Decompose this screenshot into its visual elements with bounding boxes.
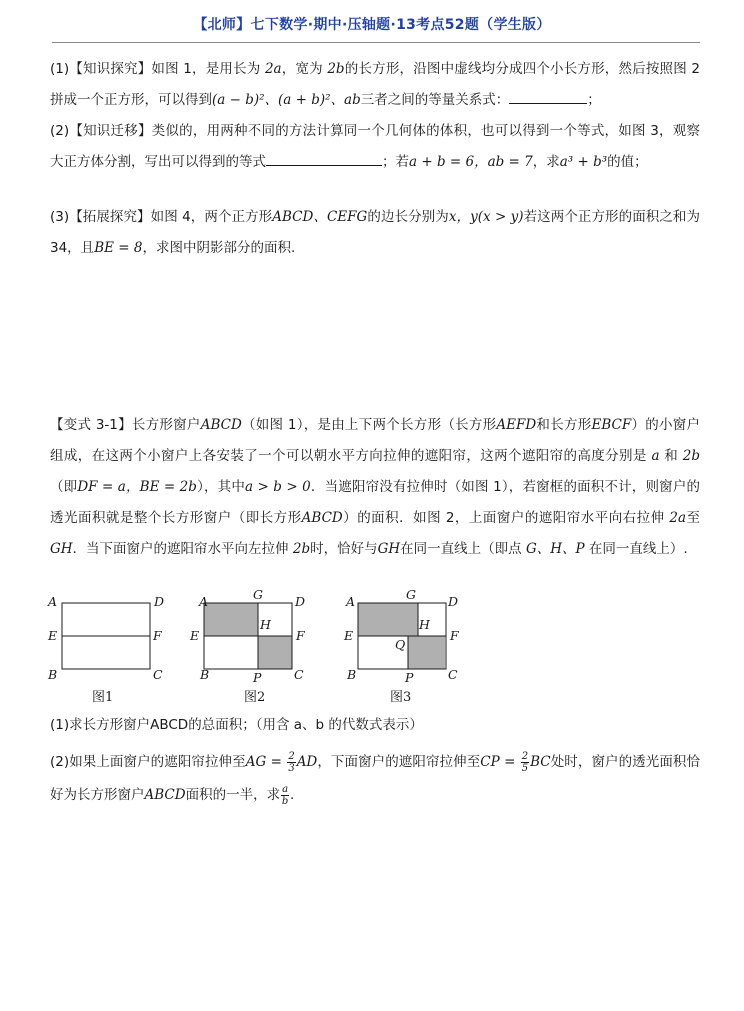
page-header-title: 【北师】七下数学·期中·压轴题·13考点52题（学生版） <box>193 17 551 33</box>
fig3-upper-shade <box>358 603 418 636</box>
window-figures <box>40 586 480 705</box>
problem1-part1: (1)【知识探究】如图 1，是用长为 2a，宽为 2b的长方形，沿图中虚线均分成四个小长方形，然后按照图 2 拼成一个正方形，可以得到(a − b)²、(a + b)²、ab三者之间的等量关系式： ； <box>50 61 700 108</box>
problem1-part3: (3)【拓展探究】如图 4，两个正方形ABCD、CEFG的边长分别为x，y(x > y)若这两个正方形的面积之和为 34，且BE = 8，求图中阴影部分的面积. <box>50 209 700 256</box>
fig3-label-e: E <box>344 628 354 643</box>
figures-svg <box>40 586 480 696</box>
fig3-label-b: B <box>347 667 357 682</box>
figure-3 <box>343 587 460 685</box>
problem2-question1: (1)求长方形窗户ABCD的总面积；（用含 a、b 的代数式表示） <box>50 717 423 733</box>
fraction-a-over-b: $\frac{a}{b}$ <box>281 783 289 807</box>
fraction-two-thirds: $\frac{2}{3}$ <box>288 750 295 774</box>
fig2-label-f: F <box>296 628 305 643</box>
fig2-label-e: E <box>190 628 200 643</box>
fig1-label-e: E <box>48 628 58 643</box>
fig3-label-a: A <box>346 594 356 609</box>
problem2-question2: (2)如果上面窗户的遮阳帘拉伸至AG = $\frac{2}{3}$ AD，下面窗户的遮阳帘拉伸至CP = $\frac{2}{5}$ BC处时，窗户的透光面积恰好为长方形窗户ABCD面积的一半，求 $\frac{a}{b}$ . <box>50 750 700 807</box>
figure-1 <box>47 594 164 682</box>
fig2-label-p: P <box>253 670 262 685</box>
fig3-label-p: P <box>405 670 414 685</box>
fig2-label-h: H <box>260 617 271 632</box>
problem2-intro: 【变式 3-1】长方形窗户ABCD（如图 1），是由上下两个长方形（长方形AEFD和长方形EBCF）的小窗户组成，在这两个小窗户上各安装了一个可以朝水平方向拉伸的遮阳帘，这两个遮阳帘的高度分别是 a 和 2b（即DF = a，BE = 2b），其中a > b > 0．当遮阳帘没有拉伸时（如图 1），若窗框的面积不计，则窗户的透光面积就是整个长方形窗户（即长方形ABCD）的面积．如图 2，上面窗户的遮阳帘水平向右拉伸 2a至GH．当下面窗户的遮阳帘水平向左拉伸 2b时，恰好与GH在同一直线上（即点 G、H、P 在同一直线上）. <box>50 417 701 557</box>
fig2-label-c: C <box>294 667 304 682</box>
fig2-label-g: G <box>253 587 263 602</box>
fig3-label-f: F <box>450 628 459 643</box>
fig3-label-g: G <box>406 587 416 602</box>
fig1-label-d: D <box>154 594 165 609</box>
fig3-label-c: C <box>448 667 458 682</box>
answer-blank-2 <box>266 151 382 166</box>
header-divider <box>52 42 700 43</box>
fig3-lower-shade <box>408 636 445 669</box>
problem1-part2: (2)【知识迁移】类似的，用两种不同的方法计算同一个几何体的体积，也可以得到一个等式，如图 3，观察大正方体分割，写出可以得到的等式 ；若a + b = 6，ab = 7，求a³ + b³的值； <box>50 123 700 170</box>
fraction-two-fifths: $\frac{2}{5}$ <box>521 750 529 774</box>
fig2-upper-shade <box>204 603 258 636</box>
answer-blank-1 <box>509 89 587 104</box>
fig3-label-q: Q <box>395 637 406 652</box>
fig1-label-b: B <box>48 667 58 682</box>
fig1-label-a: A <box>48 594 58 609</box>
fig3-label-d: D <box>448 594 459 609</box>
figure-2 <box>189 587 306 685</box>
fig2-caption: 图2 <box>244 690 266 705</box>
fig2-label-d: D <box>295 594 306 609</box>
fig2-label-b: B <box>200 667 210 682</box>
fig2-lower-shade <box>258 636 292 669</box>
fig2-label-a: A <box>199 594 209 609</box>
fig3-caption: 图3 <box>390 690 412 705</box>
fig1-label-f: F <box>153 628 162 643</box>
fig1-caption: 图1 <box>92 690 114 705</box>
fig1-label-c: C <box>153 667 163 682</box>
fig3-label-h: H <box>419 617 430 632</box>
